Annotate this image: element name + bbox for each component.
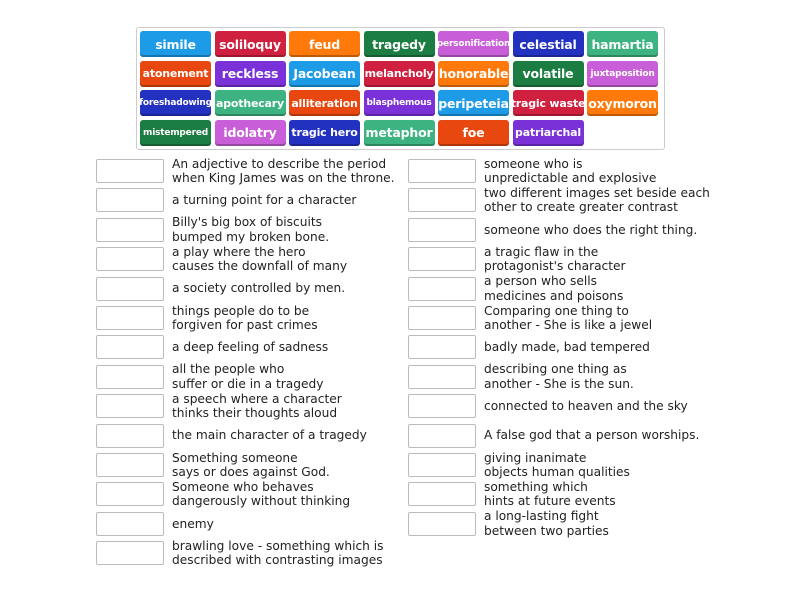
word-tile[interactable]: foreshadowing bbox=[140, 90, 211, 116]
match-row bbox=[408, 157, 656, 185]
word-tile[interactable]: blasphemous bbox=[364, 90, 435, 116]
word-tile[interactable]: juxtaposition bbox=[587, 61, 658, 87]
word-tile[interactable]: volatile bbox=[513, 61, 584, 87]
clue-text: An adjective to describe the period when King James was on the throne. bbox=[172, 156, 395, 185]
word-tile[interactable]: personification bbox=[438, 31, 509, 57]
clue-text: all the people who suffer or die in a tragedy bbox=[172, 362, 324, 391]
clue-text: badly made, bad tempered bbox=[484, 340, 650, 355]
word-tile[interactable]: mistempered bbox=[140, 120, 211, 146]
match-row bbox=[96, 216, 329, 244]
clue-text: connected to heaven and the sky bbox=[484, 398, 688, 413]
clue-text: someone who does the right thing. bbox=[484, 222, 698, 237]
word-tile[interactable]: peripeteia bbox=[438, 90, 509, 116]
word-tile[interactable]: feud bbox=[289, 31, 360, 57]
answer-drop-box[interactable] bbox=[408, 512, 476, 536]
word-tile[interactable]: reckless bbox=[215, 61, 286, 87]
answer-drop-box[interactable] bbox=[408, 247, 476, 271]
word-bank bbox=[136, 27, 665, 150]
answer-drop-box[interactable] bbox=[408, 188, 476, 212]
match-row bbox=[408, 186, 710, 214]
clue-text: a society controlled by men. bbox=[172, 281, 346, 296]
match-row bbox=[96, 422, 367, 450]
answer-drop-box[interactable] bbox=[408, 277, 476, 301]
word-tile[interactable]: Jacobean bbox=[289, 61, 360, 87]
match-row bbox=[408, 333, 650, 361]
match-row bbox=[96, 275, 345, 303]
answer-drop-box[interactable] bbox=[408, 218, 476, 242]
match-row bbox=[96, 245, 347, 273]
clue-text: the main character of a tragedy bbox=[172, 428, 367, 443]
word-tile[interactable]: oxymoron bbox=[587, 90, 658, 116]
answer-drop-box[interactable] bbox=[96, 453, 164, 477]
word-tile[interactable]: atonement bbox=[140, 61, 211, 87]
match-row bbox=[408, 392, 688, 420]
clue-text: someone who is unpredictable and explosive bbox=[484, 156, 657, 185]
match-row bbox=[96, 363, 323, 391]
clue-text: Billy's big box of biscuits bumped my broken bone. bbox=[172, 215, 330, 244]
word-tile[interactable]: simile bbox=[140, 31, 211, 57]
match-row bbox=[96, 480, 350, 508]
clue-text: things people do to be forgiven for past crimes bbox=[172, 303, 318, 332]
answer-drop-box[interactable] bbox=[408, 482, 476, 506]
answer-drop-box[interactable] bbox=[96, 512, 164, 536]
word-tile[interactable]: honorable bbox=[438, 61, 509, 87]
clue-text: a deep feeling of sadness bbox=[172, 340, 329, 355]
word-tile[interactable]: tragic waste bbox=[513, 90, 584, 116]
word-tile[interactable]: hamartia bbox=[587, 31, 658, 57]
word-tile[interactable]: tragic hero bbox=[289, 120, 360, 146]
word-tile[interactable]: alliteration bbox=[289, 90, 360, 116]
clue-text: brawling love - something which is described with contrasting images bbox=[172, 538, 384, 568]
word-tile[interactable]: celestial bbox=[513, 31, 584, 57]
word-tile[interactable]: idolatry bbox=[215, 120, 286, 146]
match-row bbox=[408, 422, 699, 450]
answer-drop-box[interactable] bbox=[96, 159, 164, 183]
match-row bbox=[408, 216, 697, 244]
answer-drop-box[interactable] bbox=[408, 453, 476, 477]
answer-drop-box[interactable] bbox=[96, 424, 164, 448]
match-row bbox=[408, 363, 634, 391]
clue-text: describing one thing as another - She is the sun. bbox=[484, 362, 634, 391]
match-row bbox=[408, 510, 609, 538]
match-row bbox=[408, 304, 652, 332]
clue-text: Someone who behaves dangerously without thinking bbox=[172, 479, 351, 509]
clue-text: enemy bbox=[172, 516, 214, 531]
match-row bbox=[96, 539, 384, 567]
match-row bbox=[96, 392, 342, 420]
match-row bbox=[96, 451, 330, 479]
clue-text: a long-lasting fight between two parties bbox=[484, 509, 609, 538]
word-tile[interactable]: apothecary bbox=[215, 90, 286, 116]
match-row bbox=[96, 333, 328, 361]
clue-text: a turning point for a character bbox=[172, 193, 357, 208]
word-tile[interactable]: soliloquy bbox=[215, 31, 286, 57]
match-row bbox=[96, 186, 356, 214]
word-tile[interactable]: melancholy bbox=[364, 61, 435, 87]
match-row bbox=[96, 157, 395, 185]
match-row bbox=[408, 480, 616, 508]
answer-drop-box[interactable] bbox=[96, 218, 164, 242]
word-tile[interactable]: metaphor bbox=[364, 120, 435, 146]
match-row bbox=[96, 510, 214, 538]
answer-drop-box[interactable] bbox=[96, 277, 164, 301]
clue-text: A false god that a person worships. bbox=[484, 428, 700, 443]
word-tile[interactable]: tragedy bbox=[364, 31, 435, 57]
answer-drop-box[interactable] bbox=[96, 188, 164, 212]
answer-drop-box[interactable] bbox=[96, 365, 164, 389]
clue-text: a person who sells medicines and poisons bbox=[484, 274, 624, 303]
clue-text: a speech where a character thinks their thoughts aloud bbox=[172, 391, 342, 421]
match-row bbox=[408, 245, 626, 273]
clue-text: giving inanimate objects human qualities bbox=[484, 450, 630, 479]
word-tile[interactable]: patriarchal bbox=[513, 120, 584, 146]
answer-drop-box[interactable] bbox=[408, 335, 476, 359]
clue-text: Something someone says or does against God. bbox=[172, 450, 330, 479]
match-row bbox=[96, 304, 318, 332]
answer-drop-box[interactable] bbox=[408, 394, 476, 418]
answer-drop-box[interactable] bbox=[96, 306, 164, 330]
match-row bbox=[408, 451, 630, 479]
clue-text: something which hints at future events bbox=[484, 479, 616, 509]
answer-drop-box[interactable] bbox=[408, 159, 476, 183]
answer-drop-box[interactable] bbox=[96, 394, 164, 418]
answer-drop-box[interactable] bbox=[408, 365, 476, 389]
clue-text: a play where the hero causes the downfall of many bbox=[172, 244, 348, 274]
clue-text: two different images set beside each other to create greater contrast bbox=[484, 185, 710, 215]
answer-drop-box[interactable] bbox=[96, 482, 164, 506]
answer-drop-box[interactable] bbox=[96, 247, 164, 271]
clue-text: a tragic flaw in the protagonist's character bbox=[484, 244, 626, 274]
answer-drop-box[interactable] bbox=[408, 424, 476, 448]
answer-drop-box[interactable] bbox=[96, 335, 164, 359]
answer-drop-box[interactable] bbox=[96, 541, 164, 565]
word-tile[interactable]: foe bbox=[438, 120, 509, 146]
match-row bbox=[408, 275, 623, 303]
clue-text: Comparing one thing to another - She is like a jewel bbox=[484, 303, 653, 332]
answer-drop-box[interactable] bbox=[408, 306, 476, 330]
